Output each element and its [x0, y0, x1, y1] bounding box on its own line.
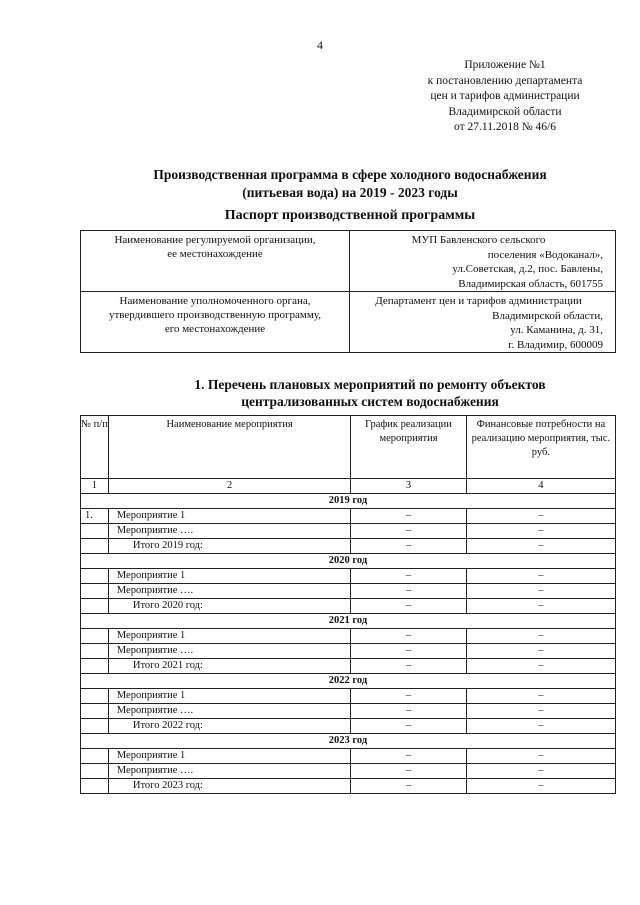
cell-name: Мероприятие 1 — [108, 689, 350, 704]
total-row — [81, 719, 616, 734]
cell-num: 1. — [81, 509, 109, 524]
year-label: 2020 год — [81, 554, 616, 569]
section-title-line: 1. Перечень плановых мероприятий по ремонту объектов — [194, 377, 546, 392]
passport-value — [350, 292, 616, 353]
cell-name: Итого 2019 год: — [108, 539, 350, 554]
total-row — [81, 659, 616, 674]
cell-schedule: – — [351, 749, 466, 764]
cell-name: Мероприятие 1 — [108, 749, 350, 764]
column-number: 1 — [81, 479, 109, 494]
section-title — [110, 376, 630, 410]
cell-num — [81, 659, 109, 674]
title-line: Производственная программа в сфере холодного водоснабжения — [153, 167, 547, 182]
total-row — [81, 539, 616, 554]
passport-label — [81, 231, 350, 292]
cell-num — [81, 524, 109, 539]
cell-name: Итого 2022 год: — [108, 719, 350, 734]
column-number: 3 — [351, 479, 466, 494]
cell-num — [81, 644, 109, 659]
table-row — [81, 524, 616, 539]
label-line: Наименование уполномоченного органа, — [119, 295, 311, 307]
cell-name: Мероприятие …. — [108, 584, 350, 599]
cell-num — [81, 584, 109, 599]
cell-finance: – — [466, 599, 615, 614]
label-line: Наименование регулируемой организации, — [114, 234, 316, 246]
value-line: ул. Каманина, д. 31, — [510, 324, 603, 336]
title-line: (питьевая вода) на 2019 - 2023 годы — [242, 185, 458, 200]
value-line: Владимирской области, — [492, 309, 603, 322]
value-line: МУП Бавленского сельского — [411, 234, 546, 246]
cell-schedule: – — [351, 779, 466, 794]
cell-finance: – — [466, 584, 615, 599]
passport-table — [80, 230, 616, 353]
table-row — [81, 629, 616, 644]
cell-schedule: – — [351, 719, 466, 734]
header-name: Наименование мероприятия — [108, 416, 350, 479]
cell-schedule: – — [351, 584, 466, 599]
column-number: 4 — [466, 479, 615, 494]
table-row — [81, 569, 616, 584]
cell-finance: – — [466, 659, 615, 674]
cell-num — [81, 779, 109, 794]
cell-name: Мероприятие …. — [108, 764, 350, 779]
table-row — [81, 689, 616, 704]
passport-title: Паспорт производственной программы — [224, 208, 476, 223]
appendix-line: к постановлению департамента — [427, 74, 583, 87]
cell-num — [81, 569, 109, 584]
year-label: 2019 год — [81, 494, 616, 509]
cell-num — [81, 599, 109, 614]
value-line: Владимирская область, 601755 — [458, 277, 603, 290]
document-title — [60, 166, 640, 202]
cell-name: Мероприятие …. — [108, 704, 350, 719]
year-row — [81, 734, 616, 749]
cell-schedule: – — [351, 644, 466, 659]
year-label: 2022 год — [81, 674, 616, 689]
cell-num — [81, 749, 109, 764]
cell-schedule: – — [351, 629, 466, 644]
year-row — [81, 554, 616, 569]
appendix-line: Владимирской области — [448, 105, 562, 118]
cell-schedule: – — [351, 539, 466, 554]
passport-label — [81, 292, 350, 353]
year-row — [81, 614, 616, 629]
cell-num — [81, 689, 109, 704]
cell-schedule: – — [351, 689, 466, 704]
appendix-line: цен и тарифов администрации — [430, 90, 580, 102]
cell-num — [81, 704, 109, 719]
cell-finance: – — [466, 539, 615, 554]
passport-value — [350, 231, 616, 292]
table-row — [81, 584, 616, 599]
header-num: № п/п — [81, 416, 109, 479]
appendix-line: от 27.11.2018 № 46/6 — [454, 121, 556, 133]
column-number: 2 — [108, 479, 350, 494]
cell-name: Мероприятие 1 — [108, 629, 350, 644]
cell-num — [81, 539, 109, 554]
year-row — [81, 494, 616, 509]
cell-schedule: – — [351, 509, 466, 524]
cell-schedule: – — [351, 764, 466, 779]
column-number-row — [81, 479, 616, 494]
value-line: г. Владимир, 600009 — [508, 338, 603, 351]
cell-name: Мероприятие 1 — [108, 509, 350, 524]
events-table — [80, 415, 616, 794]
cell-finance: – — [466, 629, 615, 644]
table-row — [81, 749, 616, 764]
value-line: ул.Советская, д.2, пос. Бавлены, — [452, 263, 603, 275]
appendix-block — [400, 58, 610, 136]
year-label: 2021 год — [81, 614, 616, 629]
section-title-line: централизованных систем водоснабжения — [241, 394, 499, 409]
table-row — [81, 509, 616, 524]
year-label: 2023 год — [81, 734, 616, 749]
cell-finance: – — [466, 764, 615, 779]
cell-finance: – — [466, 779, 615, 794]
page-number: 4 — [317, 38, 323, 52]
label-line: его местонахождение — [164, 323, 266, 335]
table-header-row — [81, 416, 616, 479]
cell-num — [81, 764, 109, 779]
cell-schedule: – — [351, 599, 466, 614]
cell-finance: – — [466, 749, 615, 764]
cell-name: Мероприятие …. — [108, 524, 350, 539]
year-row — [81, 674, 616, 689]
cell-schedule: – — [351, 704, 466, 719]
cell-num — [81, 719, 109, 734]
cell-num — [81, 629, 109, 644]
table-row — [81, 764, 616, 779]
cell-schedule: – — [351, 659, 466, 674]
cell-name: Мероприятие 1 — [108, 569, 350, 584]
header-finance: Финансовые потребности на реализацию мероприятия, тыс. руб. — [466, 416, 615, 479]
cell-schedule: – — [351, 524, 466, 539]
cell-schedule: – — [351, 569, 466, 584]
cell-finance: – — [466, 689, 615, 704]
table-row — [81, 704, 616, 719]
cell-name: Мероприятие …. — [108, 644, 350, 659]
cell-finance: – — [466, 509, 615, 524]
cell-finance: – — [466, 644, 615, 659]
cell-name: Итого 2021 год: — [108, 659, 350, 674]
appendix-line: Приложение №1 — [464, 59, 546, 71]
value-line: поселения «Водоканал», — [487, 248, 603, 261]
total-row — [81, 599, 616, 614]
cell-name: Итого 2020 год: — [108, 599, 350, 614]
cell-finance: – — [466, 569, 615, 584]
cell-finance: – — [466, 524, 615, 539]
total-row — [81, 779, 616, 794]
table-row — [81, 644, 616, 659]
cell-finance: – — [466, 719, 615, 734]
passport-row — [81, 231, 616, 292]
header-schedule: График реализации мероприятия — [351, 416, 466, 479]
label-line: утвердившего производственную программу, — [108, 309, 321, 321]
cell-name: Итого 2023 год: — [108, 779, 350, 794]
passport-row — [81, 292, 616, 353]
value-line: Департамент цен и тарифов администрации — [375, 295, 582, 307]
label-line: ее местонахождение — [167, 248, 263, 260]
cell-finance: – — [466, 704, 615, 719]
